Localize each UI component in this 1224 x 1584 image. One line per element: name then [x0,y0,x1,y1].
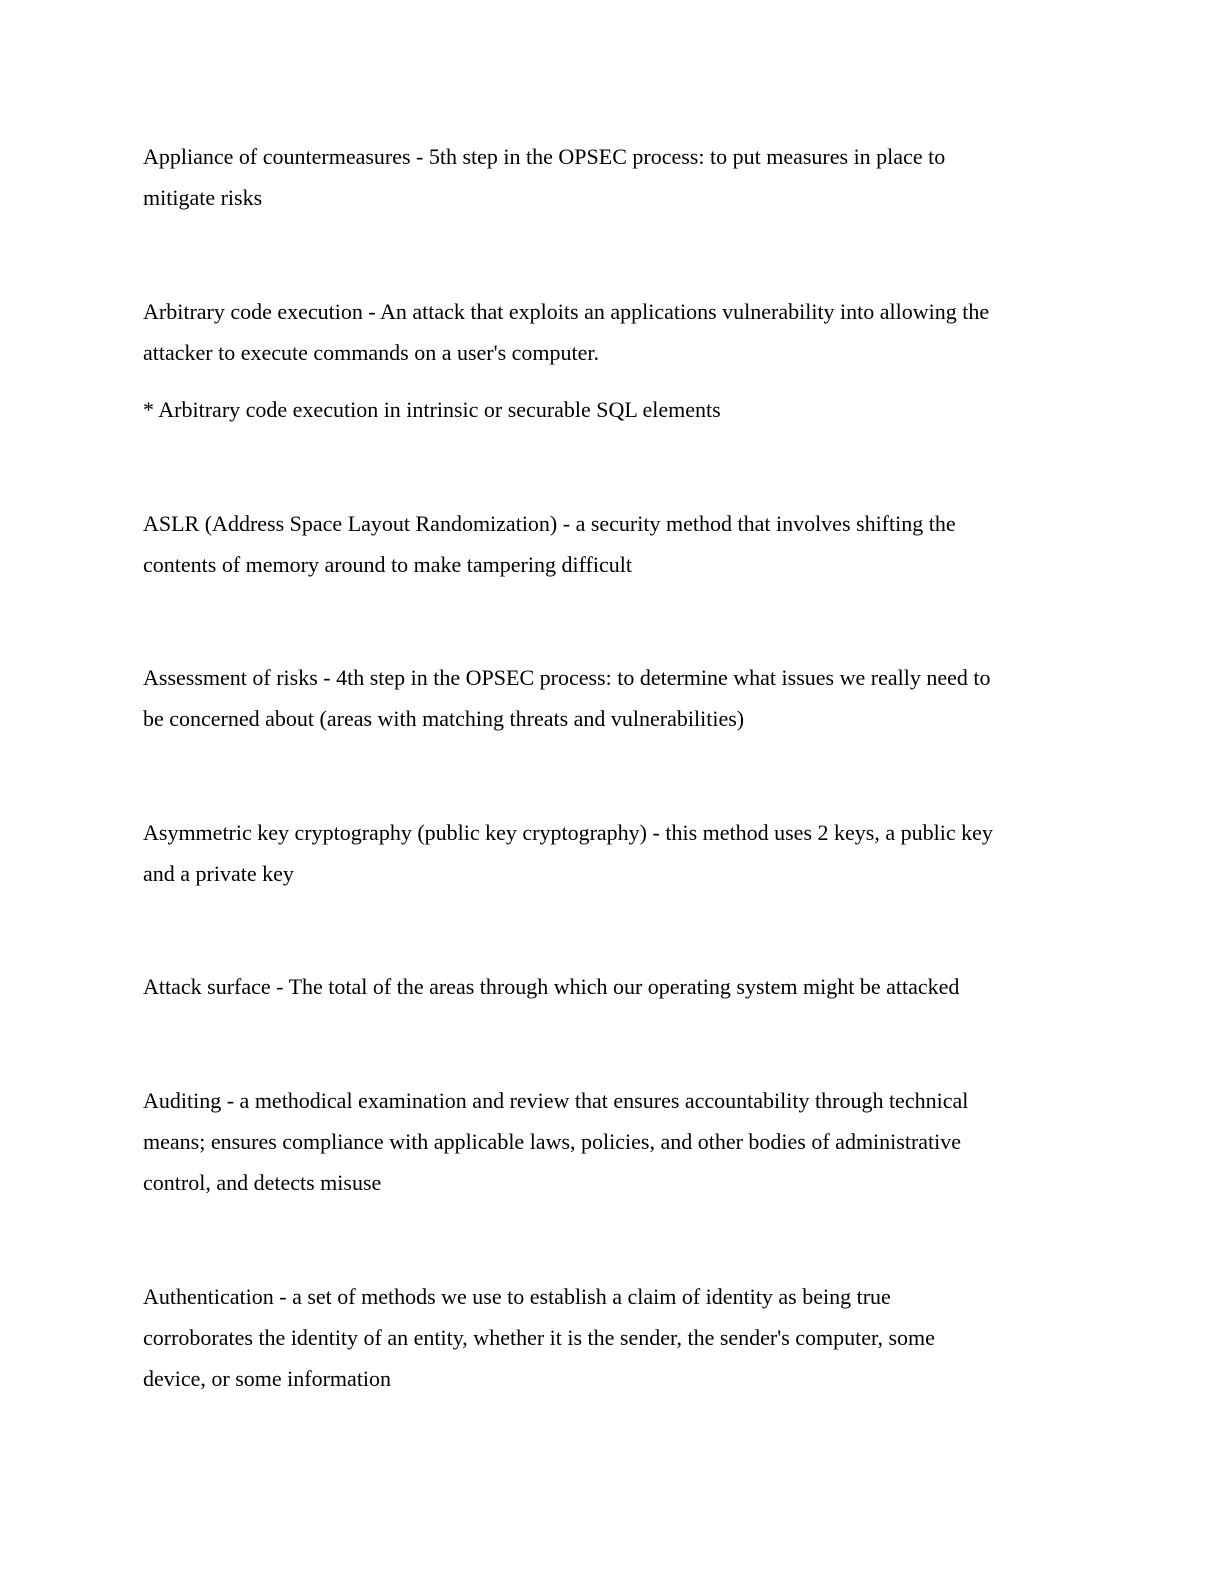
entry-text-line: Arbitrary code execution - An attack that exploits an applications vulnerability into allowing the [143,299,990,324]
glossary-entry-arbitrary-code-execution [143,291,1083,373]
entry-text-line: Asymmetric key cryptography (public key cryptography) - this method uses 2 keys, a public key [143,820,993,845]
entry-text-line: corroborates the identity of an entity, whether it is the sender, the sender's computer, some [143,1325,935,1350]
entry-text-line: contents of memory around to make tampering difficult [143,552,632,577]
glossary-entry-assessment-of-risks [143,657,1083,739]
entry-text-line: and a private key [143,861,294,886]
entry-text-line: ASLR (Address Space Layout Randomization) - a security method that involves shifting the [143,511,956,536]
entry-text-line: Attack surface - The total of the areas through which our operating system might be attacked [143,974,960,999]
glossary-entry-authentication [143,1276,1083,1399]
entry-text-line: be concerned about (areas with matching threats and vulnerabilities) [143,706,745,731]
glossary-entry-auditing [143,1080,1083,1203]
entry-text-line: control, and detects misuse [143,1170,382,1195]
glossary-entry-appliance-of-countermeasures [143,136,1083,218]
glossary-entry-asymmetric-key-cryptography [143,812,1083,894]
entry-text-line: Auditing - a methodical examination and review that ensures accountability through technical [143,1088,969,1113]
entry-text-line: Assessment of risks - 4th step in the OPSEC process: to determine what issues we really need to [143,665,991,690]
entry-text-line: device, or some information [143,1366,392,1391]
glossary-entry-attack-surface [143,966,1083,1007]
entry-text-line: Authentication - a set of methods we use to establish a claim of identity as being true [143,1284,891,1309]
entry-text-line: Appliance of countermeasures - 5th step in the OPSEC process: to put measures in place to [143,144,946,169]
entry-text-line: attacker to execute commands on a user's computer. [143,340,600,365]
entry-text-line: mitigate risks [143,185,263,210]
entry-text-line: means; ensures compliance with applicable laws, policies, and other bodies of administrative [143,1129,962,1154]
glossary-entry-note: * Arbitrary code execution in intrinsic or securable SQL elements [143,397,721,422]
glossary-entry-aslr [143,503,1083,585]
